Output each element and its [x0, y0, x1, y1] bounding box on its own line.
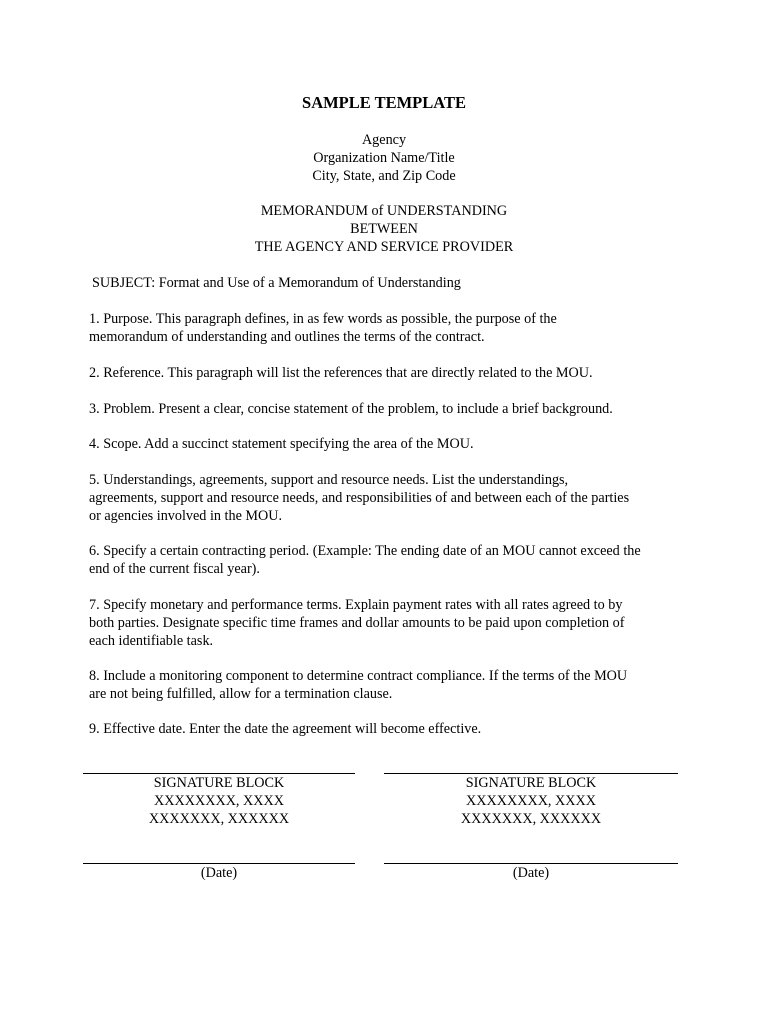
paragraph-purpose [89, 310, 689, 346]
city-state-zip-line: City, State, and Zip Code [312, 167, 456, 184]
paragraph-line: or agencies involved in the MOU. [89, 508, 283, 524]
paragraph-problem [89, 400, 689, 418]
signatory-name: XXXXXXXX, XXXX [465, 792, 597, 809]
date-block-left [83, 863, 355, 883]
paragraph-line: 8. Include a monitoring component to determine contract compliance. If the terms of the MOU [89, 668, 628, 684]
paragraph-line: 6. Specify a certain contracting period. (Example: The ending date of an MOU cannot exceed the [89, 543, 641, 559]
signature-text [384, 774, 678, 828]
subject-line: SUBJECT: Format and Use of a Memorandum of Understanding [92, 275, 461, 291]
paragraph-line: agreements, support and resource needs, and responsibilities of and between each of the parties [89, 490, 630, 506]
signature-text [83, 774, 355, 828]
paragraph-line: 4. Scope. Add a succinct statement specifying the area of the MOU. [89, 436, 474, 452]
agency-header [0, 132, 768, 185]
paragraph-line: end of the current fiscal year). [89, 561, 260, 577]
paragraph-line: 3. Problem. Present a clear, concise statement of the problem, to include a brief background. [89, 401, 613, 417]
paragraph-reference [89, 364, 689, 382]
signatory-name: XXXXXXXX, XXXX [153, 792, 285, 809]
paragraph-line: 1. Purpose. This paragraph defines, in as few words as possible, the purpose of the [89, 311, 557, 327]
date-block-right [384, 863, 678, 883]
paragraph-effective-date [89, 720, 689, 738]
paragraph-line: 7. Specify monetary and performance terms. Explain payment rates with all rates agreed to by [89, 597, 623, 613]
paragraph-line: each identifiable task. [89, 633, 214, 649]
mou-heading-line: BETWEEN [350, 220, 418, 237]
date-label: (Date) [512, 865, 550, 881]
paragraph-line: memorandum of understanding and outlines the terms of the contract. [89, 329, 485, 345]
organization-line: Organization Name/Title [313, 149, 455, 166]
date-label: (Date) [200, 865, 238, 881]
paragraph-monitoring [89, 667, 689, 703]
mou-heading-line: THE AGENCY AND SERVICE PROVIDER [254, 238, 514, 255]
paragraph-scope [89, 435, 689, 453]
mou-heading [0, 203, 768, 256]
mou-heading-line: MEMORANDUM of UNDERSTANDING [260, 203, 508, 219]
paragraph-line: both parties. Designate specific time frames and dollar amounts to be paid upon completion of [89, 615, 625, 631]
signatory-title: XXXXXXX, XXXXXX [148, 810, 290, 827]
document-title: SAMPLE TEMPLATE [302, 93, 466, 112]
paragraph-line: 2. Reference. This paragraph will list the references that are directly related to the MOU. [89, 365, 593, 381]
paragraph-monetary-terms [89, 596, 689, 650]
paragraph-line: are not being fulfilled, allow for a termination clause. [89, 686, 393, 702]
paragraph-line: 9. Effective date. Enter the date the agreement will become effective. [89, 721, 482, 737]
agency-line: Agency [361, 132, 407, 148]
paragraph-line: 5. Understandings, agreements, support and resource needs. List the understandings, [89, 472, 569, 488]
signature-block-right [384, 773, 678, 881]
signature-block-left [83, 773, 355, 881]
signature-block-label: SIGNATURE BLOCK [153, 775, 285, 791]
paragraph-understandings [89, 471, 689, 525]
paragraph-contracting-period [89, 542, 689, 578]
signatory-title: XXXXXXX, XXXXXX [460, 810, 602, 827]
signature-block-label: SIGNATURE BLOCK [465, 775, 597, 791]
